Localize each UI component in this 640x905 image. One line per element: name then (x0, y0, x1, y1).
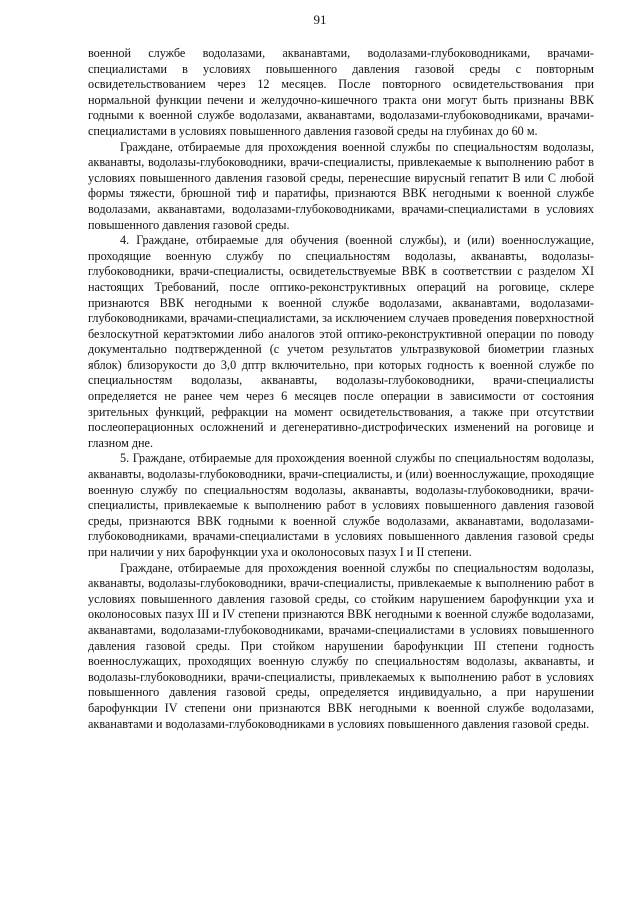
paragraph-item-5: 5. Граждане, отбираемые для прохождения военной службы по специальностям водолазы, акванавты, водолазы-глубоководники, врачи-специалисты, и (или) военнослужащие, проходящие военную службу по специальностям водолазы, акванавты, водолазы-глубоководники, врачи-специалисты, привлекаемые к выполнению работ в условиях повышенного давления газовой среды, признаются ВВК годными к военной службе водолазами, акванавтами, водолазами-глубоководниками, врачами-специалистами в условиях повышенного давления газовой среды при наличии у них барофункции уха и околоносовых пазух I и II степени. (88, 451, 594, 559)
paragraph-item-4: 4. Граждане, отбираемые для обучения (военной службы), и (или) военнослужащие, проходящие военную службу по специальностям водолазы, акванавты, водолазы-глубоководники, врачи-специалисты, освидетельствуемые ВВК в соответствии с разделом XI настоящих Требований, после оптико-реконструктивных операций на роговице, склере признаются ВВК негодными к военной службе водолазами, акванавтами, водолазами-глубоководниками, врачами-специалистами, за исключением случаев проведения поверхностной безлоскутной кератэктомии либо аналогов этой оптико-реконструктивной операции по поводу документально подтвержденной (с учетом результатов ультразвуковой биометрии глазных яблок) близорукости до 3,0 дптр включительно, при которых годность к военной службе по специальностям водолазы, акванавты, водолазы-глубоководники, врачи-специалисты определяется не ранее чем через 6 месяцев после операции в зависимости от состояния зрительных функций, рефракции на момент освидетельствования, а также при отсутствии послеоперационных осложнений и дегенеративно-дистрофических изменений на роговице и глазном дне. (88, 233, 594, 450)
paragraph-barofunction: Граждане, отбираемые для прохождения военной службы по специальностям водолазы, акванавты, водолазы-глубоководники, врачи-специалисты, привлекаемые к выполнению работ в условиях повышенного давления газовой среды, со стойким нарушением барофункции уха и околоносовых пазух III и IV степени признаются ВВК негодными к военной службе водолазами, акванавтами, водолазами-глубоководниками, врачами-специалистами в условиях повышенного давления газовой среды. При стойком нарушении барофункции III степени годность военнослужащих, проходящих военную службу по специальностям водолазы, акванавты, и водолазы-глубоководники, врачи-специалисты, привлекаемых к выполнению работ в условиях повышенного давления газовой среды, определяется индивидуально, а при нарушении барофункции IV степени они признаются ВВК негодными к военной службе водолазами, акванавтами и водолазами-глубоководниками в условиях повышенного давления газовой среды. (88, 560, 594, 731)
document-body (88, 46, 594, 732)
page-number: 91 (313, 12, 327, 27)
paragraph-continuation: военной службе водолазами, акванавтами, водолазами-глубоководниками, врачами-специалистами в условиях повышенного давления газовой среды с повторным освидетельствованием через 12 месяцев. После повторного освидетельствования при нормальной функции печени и желудочно-кишечного тракта они могут быть признаны ВВК годными к военной службе водолазами, акванавтами, водолазами-глубоководниками, врачами-специалистами в условиях повышенного давления газовой среды на глубинах до 60 м. (88, 46, 594, 138)
paragraph-hepatitis: Граждане, отбираемые для прохождения военной службы по специальностям водолазы, акванавты, водолазы-глубоководники, врачи-специалисты, привлекаемые к выполнению работ в условиях повышенного давления газовой среды, перенесшие вирусный гепатит В или С любой формы тяжести, брюшной тиф и паратифы, признаются ВВК негодными к военной службе водолазами, акванавтами, водолазами-глубоководниками, врачами-специалистами в условиях повышенного давления газовой среды. (88, 139, 594, 232)
